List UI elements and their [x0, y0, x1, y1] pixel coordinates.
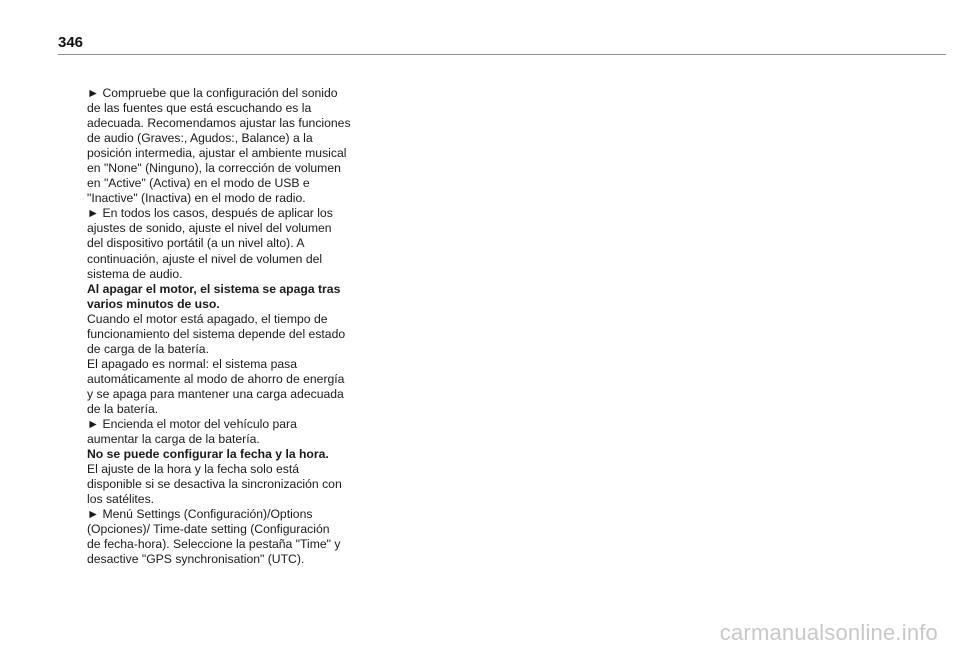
text-line: ► Compruebe que la configuración del sonido	[87, 86, 338, 100]
section-heading-line: Al apagar el motor, el sistema se apaga tras	[87, 281, 341, 296]
text-line: de fecha-hora). Seleccione la pestaña "Time" y	[87, 537, 341, 552]
text-line: ajustes de sonido, ajuste el nivel del volumen	[87, 221, 332, 236]
text-line: posición intermedia, ajustar el ambiente musical	[87, 146, 347, 161]
section-heading-line: No se puede configurar la fecha y la hora.	[87, 447, 329, 462]
text-line: El apagado es normal: el sistema pasa	[87, 356, 298, 371]
manual-text-column	[87, 86, 357, 568]
text-line: disponible si se desactiva la sincronización con	[87, 477, 342, 492]
text-line: del dispositivo portátil (a un nivel alto). A	[87, 236, 305, 251]
section-heading-line: varios minutos de uso.	[87, 296, 220, 311]
watermark-text: carmanualsonline.info	[719, 620, 938, 645]
text-line: adecuada. Recomendamos ajustar las funciones	[87, 116, 351, 131]
page-number: 346	[58, 34, 84, 51]
text-line: sistema de audio.	[87, 266, 183, 281]
text-line: Cuando el motor está apagado, el tiempo de	[87, 311, 328, 326]
text-line: funcionamiento del sistema depende del estado	[87, 326, 346, 341]
text-line: los satélites.	[87, 492, 155, 507]
text-line: de las fuentes que está escuchando es la	[87, 101, 312, 116]
text-line: "Inactive" (Inactiva) en el modo de radio.	[87, 191, 306, 206]
text-line: de audio (Graves:, Agudos:, Balance) a la	[87, 131, 313, 146]
text-line: ► Menú Settings (Configuración)/Options	[87, 507, 313, 522]
header-divider	[58, 54, 946, 55]
text-line: en "None" (Ninguno), la corrección de volumen	[87, 161, 341, 176]
text-line: de la batería.	[87, 401, 159, 416]
text-line: automáticamente al modo de ahorro de energía	[87, 371, 345, 386]
text-line: El ajuste de la hora y la fecha solo está	[87, 462, 300, 477]
text-line: ► En todos los casos, después de aplicar los	[87, 206, 333, 221]
text-line: y se apaga para mantener una carga adecuada	[87, 386, 344, 401]
text-line: desactive "GPS synchronisation" (UTC).	[87, 552, 305, 567]
text-line: ► Encienda el motor del vehículo para	[87, 417, 297, 432]
text-line: (Opciones)/ Time-date setting (Configuración	[87, 522, 330, 537]
text-line: en "Active" (Activa) en el modo de USB e	[87, 176, 310, 191]
text-line: aumentar la carga de la batería.	[87, 432, 260, 447]
text-line: continuación, ajuste el nivel de volumen del	[87, 251, 323, 266]
text-line: de carga de la batería.	[87, 341, 209, 356]
